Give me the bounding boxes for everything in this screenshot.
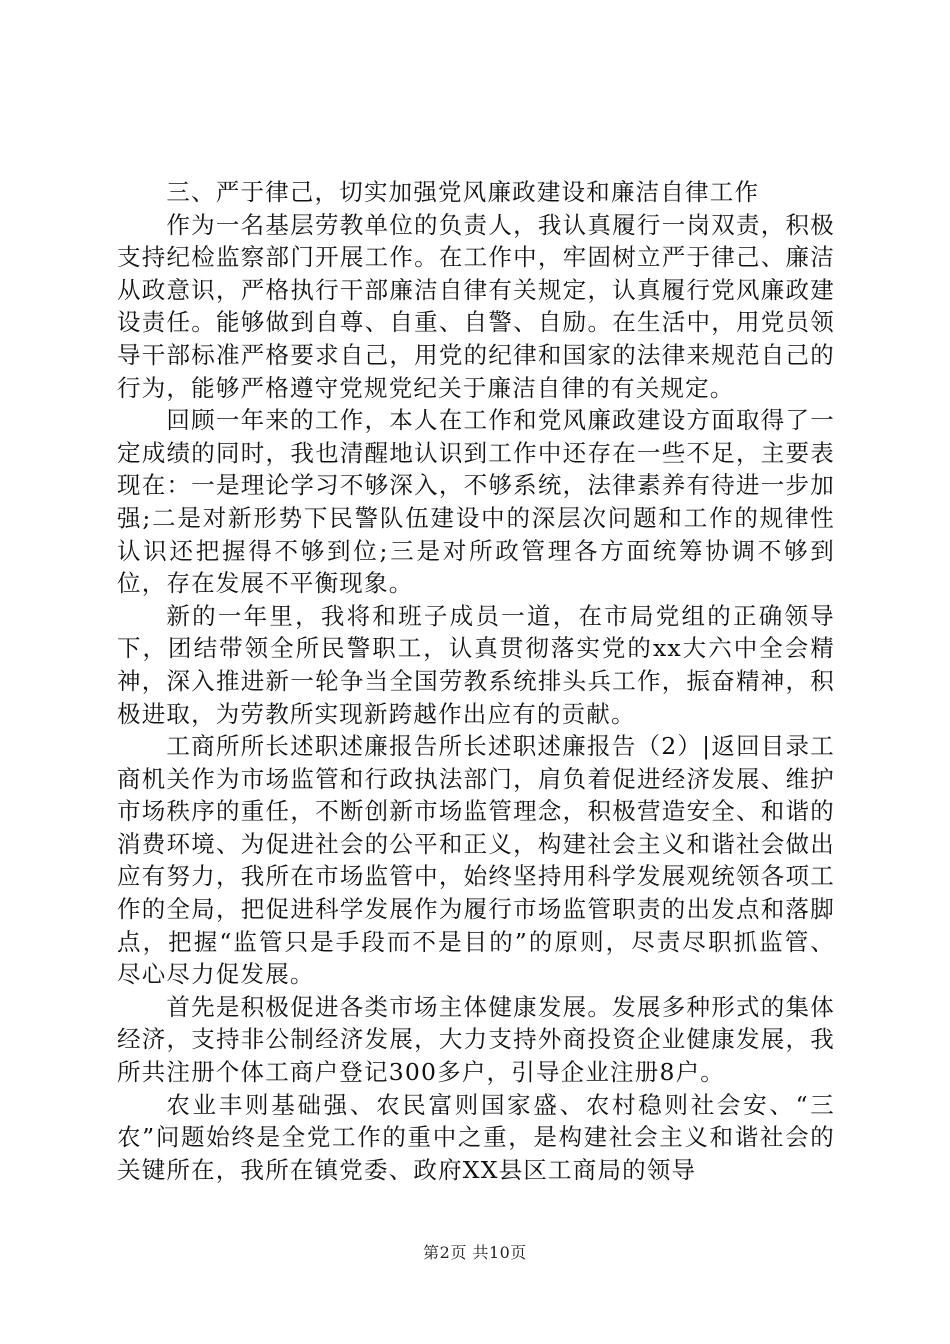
paragraph: 作为一名基层劳教单位的负责人，我认真履行一岗双责，积极支持纪检监察部门开展工作。在工作中，牢固树立严于律己、廉洁从政意识，严格执行干部廉洁自律有关规定，认真履行党风廉政建设责任。能够做到自尊、自重、自警、自励。在生活中，用党员领导干部标准严格要求自己，用党的纪律和国家的法律来规范自己的行为，能够严格遵守党规党纪关于廉洁自律的有关规定。 bbox=[117, 210, 835, 402]
paragraph: 新的一年里，我将和班子成员一道，在市局党组的正确领导下，团结带领全所民警职工，认真贯彻落实党的xx大六中全会精神，深入推进新一轮争当全国劳教系统排头兵工作，振奋精神，积极进取，为劳教所实现新跨越作出应有的贡献。 bbox=[117, 601, 835, 728]
paragraph: 回顾一年来的工作，本人在工作和党风廉政建设方面取得了一定成绩的同时，我也清醒地认识到工作中还存在一些不足，主要表现在：一是理论学习不够深入，不够系统，法律素养有待进一步加强;二是对新形势下民警队伍建设中的深层次问题和工作的规律性认识还把握得不够到位;三是对所政管理各方面统筹协调不够到位，存在发展不平衡现象。 bbox=[117, 406, 835, 598]
paragraph: 农业丰则基础强、农民富则国家盛、农村稳则社会安、“三农”问题始终是全党工作的重中之重，是构建社会主义和谐社会的关键所在，我所在镇党委、政府XX县区工商局的领导 bbox=[117, 1090, 835, 1184]
section-heading: 三、严于律己，切实加强党风廉政建设和廉洁自律工作 bbox=[166, 178, 760, 206]
page-number-footer: 第2页 共10页 bbox=[423, 1243, 527, 1262]
paragraph: 首先是积极促进各类市场主体健康发展。发展多种形式的集体经济，支持非公制经济发展，大力支持外商投资企业健康发展，我所共注册个体工商户登记300多户，引导企业注册8户。 bbox=[117, 992, 835, 1087]
document-body bbox=[117, 176, 835, 1186]
paragraph: 工商所所长述职述廉报告所长述职述廉报告（2）|返回目录工商机关作为市场监管和行政执法部门，肩负着促进经济发展、维护市场秩序的重任，不断创新市场监管理念，积极营造安全、和谐的消费环境、为促进社会的公平和正义，构建社会主义和谐社会做出应有努力，我所在市场监管中，始终坚持用科学发展观统领各项工作的全局，把促进科学发展作为履行市场监管职责的出发点和落脚点，把握“监管只是手段而不是目的”的原则，尽责尽职抓监管、尽心尽力促发展。 bbox=[117, 732, 835, 989]
